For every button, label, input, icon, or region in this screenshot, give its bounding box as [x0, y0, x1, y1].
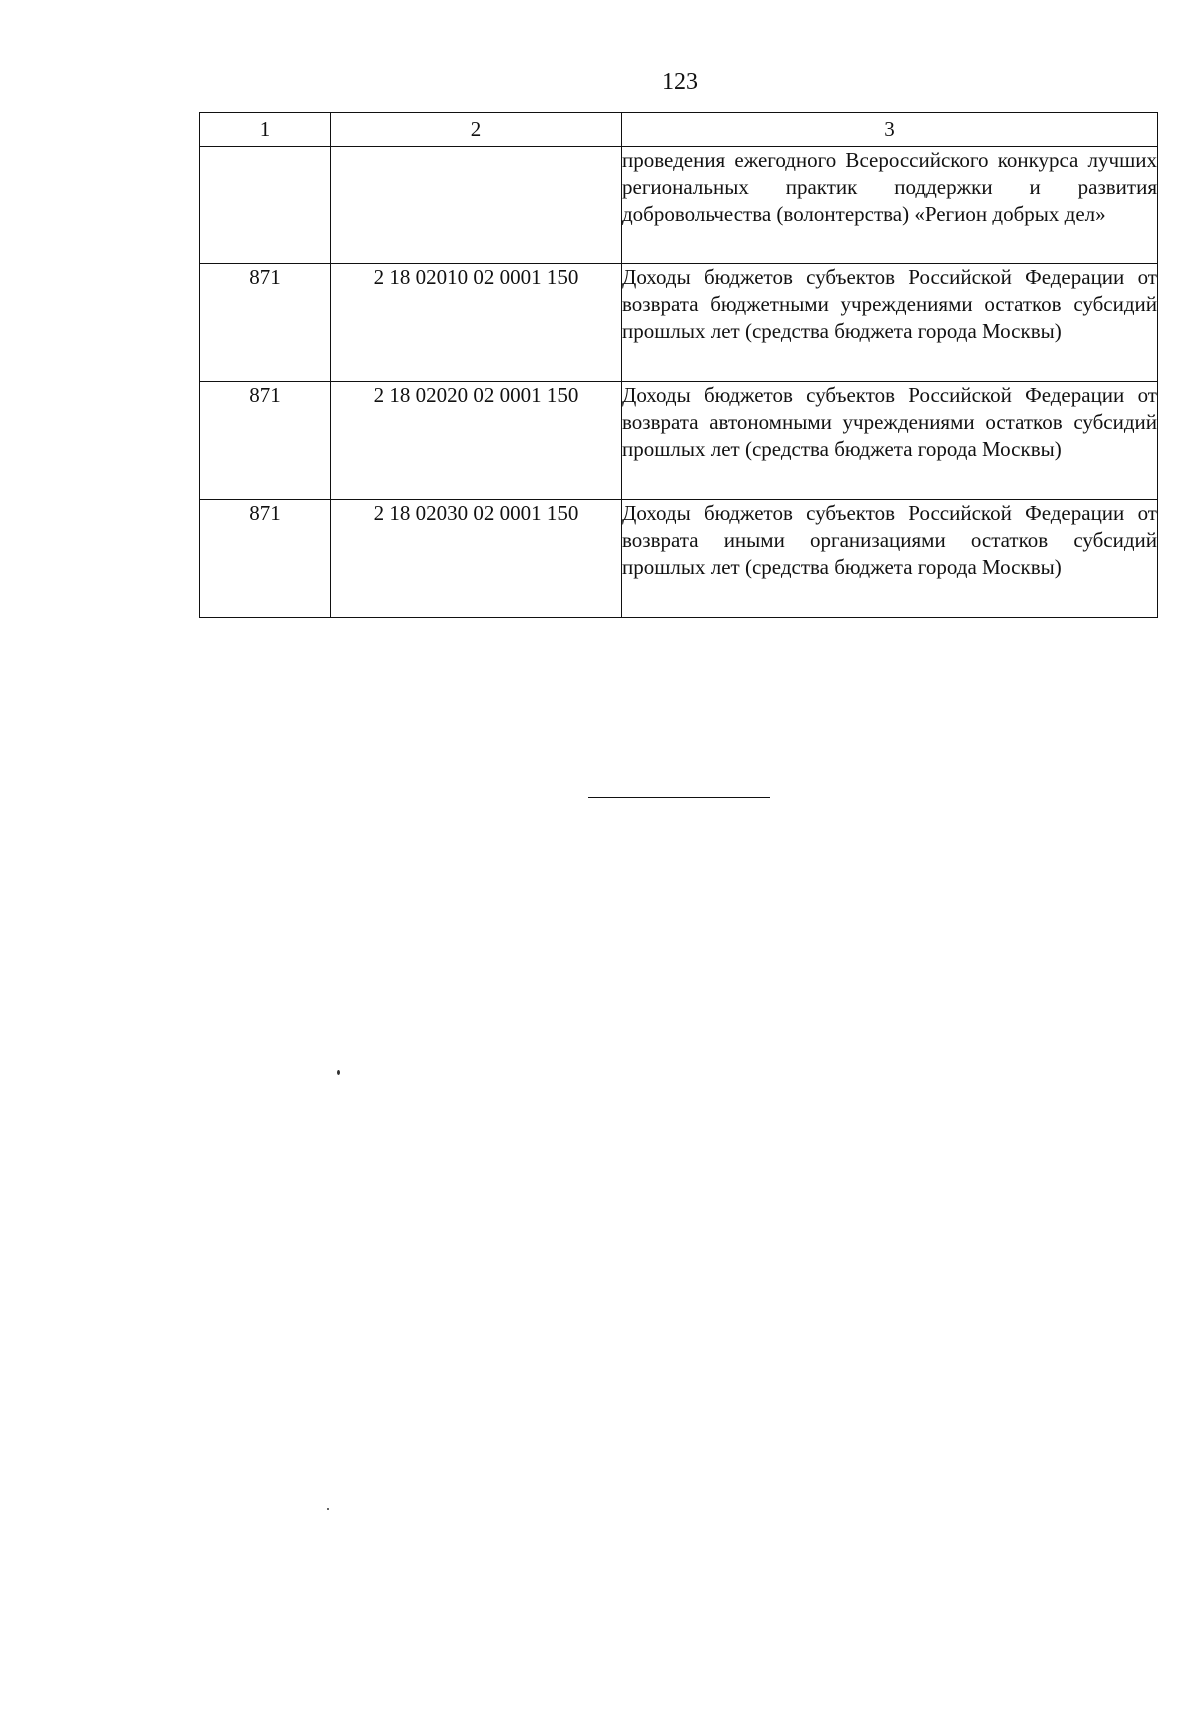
description-cell: проведения ежегодного Всероссийского конкурса лучших региональных практик поддержки и развития добровольчества (волонтерства) «Регион добрых дел» — [622, 147, 1158, 264]
table-header-row — [200, 113, 1158, 147]
page-number: 123 — [662, 69, 698, 95]
scan-speck — [337, 1070, 340, 1075]
income-code-cell: 2 18 02010 02 0001 150 — [331, 264, 622, 382]
admin-code-cell — [200, 147, 331, 264]
income-code-cell: 2 18 02030 02 0001 150 — [331, 500, 622, 618]
table-row — [200, 264, 1158, 382]
table-row — [200, 382, 1158, 500]
column-header-2: 2 — [331, 113, 622, 147]
admin-code-cell: 871 — [200, 382, 331, 500]
table-row — [200, 147, 1158, 264]
admin-code-cell: 871 — [200, 500, 331, 618]
income-code-cell: 2 18 02020 02 0001 150 — [331, 382, 622, 500]
description-cell: Доходы бюджетов субъектов Российской Федерации от возврата автономными учреждениями остатков субсидий прошлых лет (средства бюджета города Москвы) — [622, 382, 1158, 500]
income-code-cell — [331, 147, 622, 264]
column-header-3: 3 — [622, 113, 1158, 147]
description-cell: Доходы бюджетов субъектов Российской Федерации от возврата бюджетными учреждениями остатков субсидий прошлых лет (средства бюджета города Москвы) — [622, 264, 1158, 382]
table-row — [200, 500, 1158, 618]
column-header-1: 1 — [200, 113, 331, 147]
description-cell: Доходы бюджетов субъектов Российской Федерации от возврата иными организациями остатков субсидий прошлых лет (средства бюджета города Москвы) — [622, 500, 1158, 618]
admin-code-cell: 871 — [200, 264, 331, 382]
scan-speck — [327, 1508, 329, 1510]
end-separator-line — [588, 797, 770, 798]
budget-income-table — [199, 112, 1158, 618]
